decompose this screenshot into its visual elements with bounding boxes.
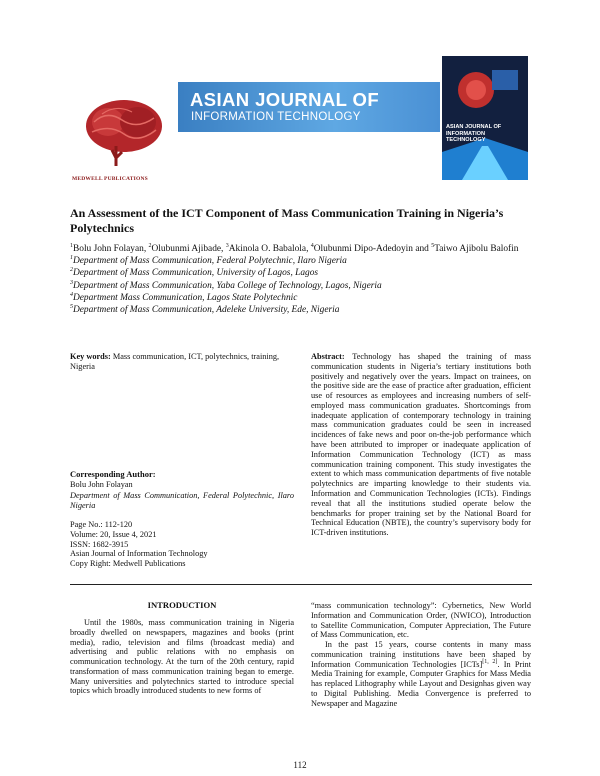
author-2: Olubunmi Ajibade, xyxy=(151,244,224,254)
copyright: Copy Right: Medwell Publications xyxy=(70,559,186,569)
publisher-name: MEDWELL PUBLICATIONS xyxy=(72,176,148,182)
cover-title-line2: INFORMATION TECHNOLOGY xyxy=(446,130,486,144)
author-5: Taiwo Ajibolu Balofin xyxy=(434,244,519,254)
author-1: Bolu John Folayan, xyxy=(73,244,147,254)
author-block xyxy=(70,243,534,316)
intro-column-2 xyxy=(311,601,531,709)
author-list: $^1$Bolu John Folayan, $^2$Olubunmi Ajibade, $^3$Akinola O. Babalola, $^4$Olubunmi Dipo-Adedoyin and $^5$Taiwo Ajibolu Balofin xyxy=(70,242,519,254)
keywords-label: Key words: xyxy=(70,352,111,361)
affiliation-4: $^4$Department Mass Communication, Lagos State Polytechnic xyxy=(70,291,298,303)
intro-col2-para1: “mass communication technology”: Cybernetics, New World Information and Communication Order, (NWICO), Introduction to Satellite Communication, Computer Appreciation, The Future of Mass Communication, etc. xyxy=(311,601,531,640)
issn: ISSN: 1682-3915 xyxy=(70,539,129,549)
cover-title xyxy=(446,124,526,144)
affiliation-5: $^5$Department of Mass Communication, Adeleke University, Ede, Nigeria xyxy=(70,303,340,316)
journal-name: Asian Journal of Information Technology xyxy=(70,549,208,559)
citation-ref: [1, 2] xyxy=(482,658,498,665)
author-4: Olubunmi Dipo-Adedoyin and xyxy=(313,244,429,254)
volume-issue: Volume: 20, Issue 4, 2021 xyxy=(70,529,157,539)
keywords xyxy=(70,352,294,372)
brain-logo-icon xyxy=(72,92,172,172)
journal-title: ASIAN JOURNAL OF xyxy=(190,89,380,110)
page-range: Page No.: 112-120 xyxy=(70,520,133,529)
corresponding-author-heading: Corresponding Author: xyxy=(70,469,156,479)
paper-title: An Assessment of the ICT Component of Mass Communication Training in Nigeria’s Polytechnics xyxy=(70,206,504,235)
intro-column-1: Until the 1980s, mass communication training in Nigeria broadly dwelled on newspapers, magazines and books (print media), radio, television and films (broadcast media) and advertising and public relations with no emphasis on communication technology. At the turn of the 20th century, rapid transformation of mass communication training began to emerge. Many universities and polytechnics started to introduce special topics which broadly introduced students to new forms of xyxy=(70,618,294,696)
corresponding-author-name: Bolu John Folayan xyxy=(70,480,133,489)
abstract-text: Technology has shaped the training of mass communication students in Nigeria’s tertiary institutions both positively and negatively over the years. Impact on trainees, on the positive side are the ease of practice after graduation, efficient use of resources as employees and increasing numbers of self-employed mass communication graduates. Shortcomings from inadequate application of contemporary technology in training mass communication graduates could be seen in increased incidences of fake news and poor on-the-job performance which have been attributed to improper or inadequate application of Information Communication Technology (ICT) as mass communication training component. This study investigates the extent to which mass communication departments of five notable polytechnics are imparting knowledge to their students via. Information and Communication Technologies (ICTs). Findings reveal that all the institutions studied operate below the benchmarks for proper training set by the National Board for Technical Education (NBTE), the country’s supervisory body for ICT-driven institutions. xyxy=(311,352,531,538)
cover-title-line1: ASIAN JOURNAL OF xyxy=(446,124,502,130)
introduction-heading: INTRODUCTION xyxy=(147,600,217,610)
abstract xyxy=(311,352,531,538)
journal-subtitle: INFORMATION TECHNOLOGY xyxy=(191,111,361,123)
affiliation-3: $^3$Department of Mass Communication, Yaba College of Technology, Lagos, Nigeria xyxy=(70,279,382,291)
affiliation-1: $^1$Department of Mass Communication, Federal Polytechnic, Ilaro Nigeria xyxy=(70,255,347,267)
intro-col2-para2: In the past 15 years, course contents in many mass communication training institutions have been shaped by Information Communication Technologies [ICTs][1, 2]. In Print Media Training for example, Computer Graphics for Mass Media has replaced Lithography while Layout and Designhas given way to Digital Publishing. Media Convergence is preferred to Newspaper and Magazine xyxy=(311,640,532,708)
corresponding-author-dept: Department of Mass Communication, Federal Polytechnic, Ilaro Nigeria xyxy=(70,491,294,510)
page-number: 112 xyxy=(293,760,307,770)
abstract-label: Abstract: xyxy=(311,352,345,361)
cover-art-icon xyxy=(442,56,528,180)
section-divider xyxy=(70,584,532,585)
article-meta xyxy=(70,520,294,569)
journal-cover-image xyxy=(442,56,528,180)
keywords-text: Mass communication, ICT, polytechnics, training, Nigeria xyxy=(70,352,280,371)
affiliation-2: $^2$Department of Mass Communication, University of Lagos, Lagos xyxy=(70,267,319,279)
author-3: Akinola O. Babalola, xyxy=(228,244,309,254)
